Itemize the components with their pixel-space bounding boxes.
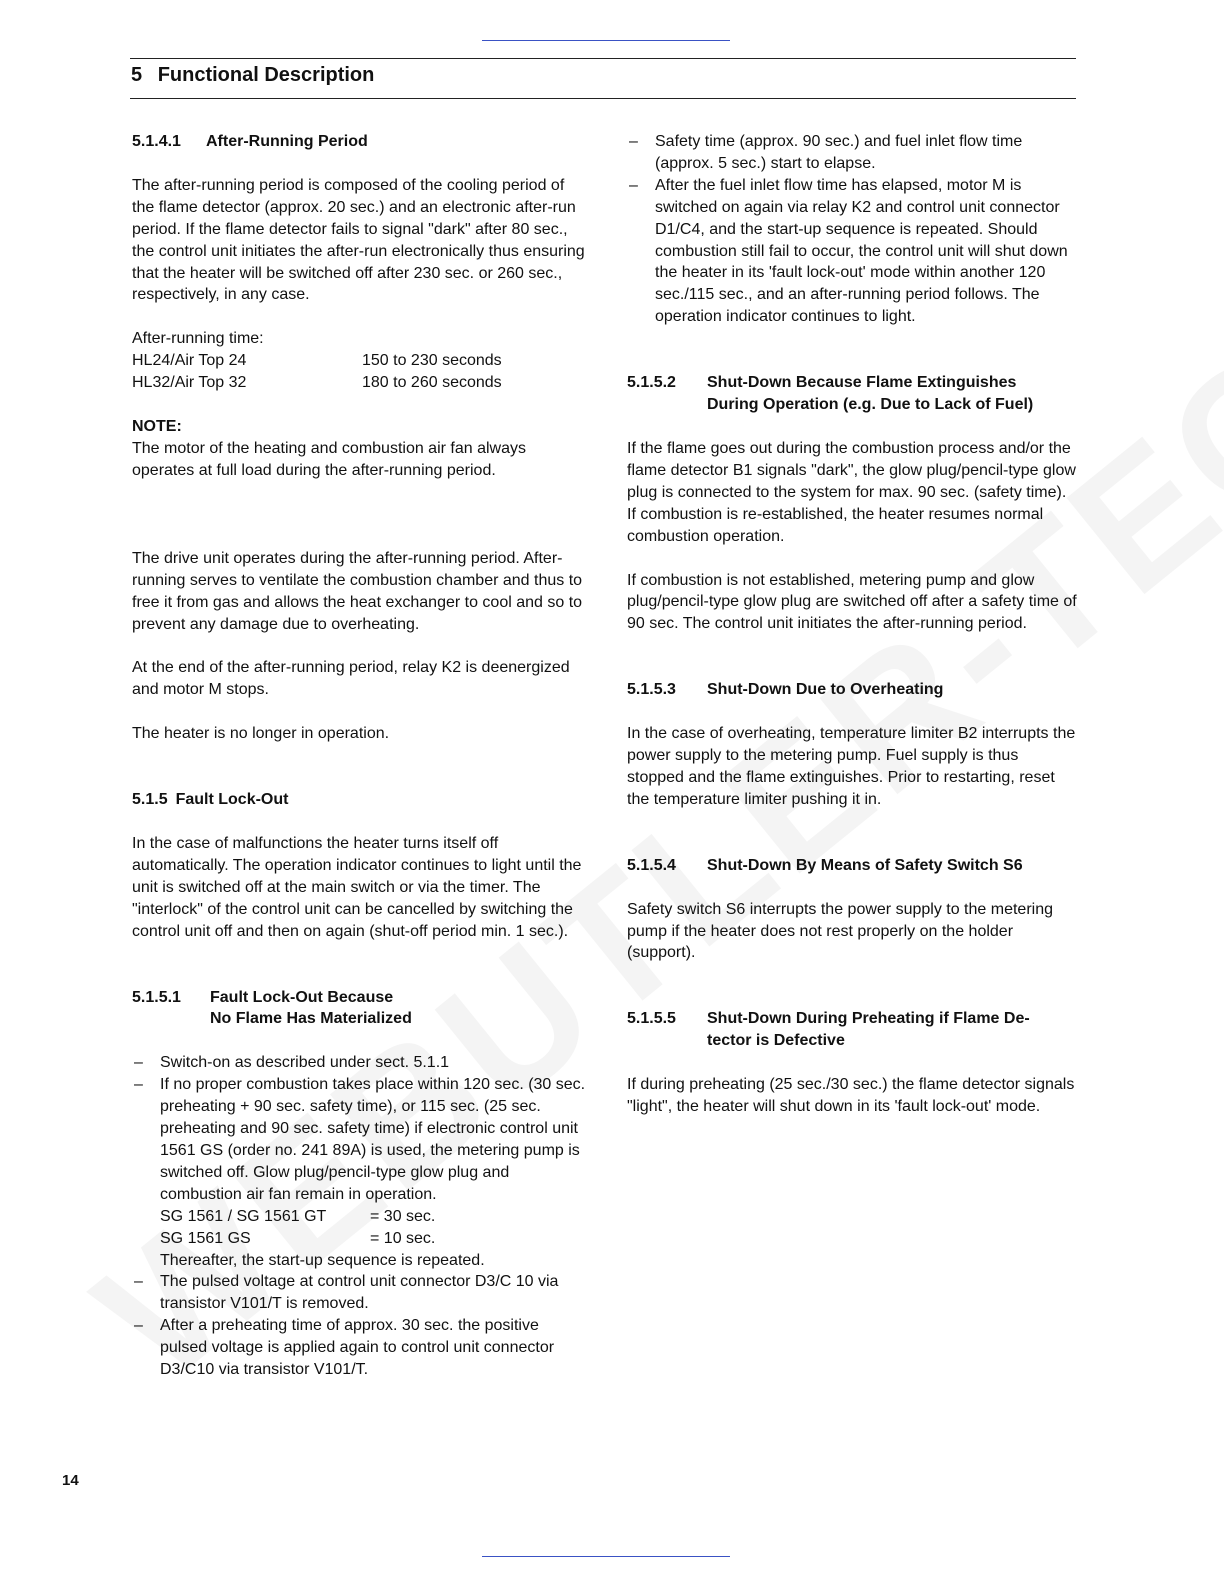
top-blue-rule [482, 40, 730, 41]
section-number: 5.1.5.2 [627, 374, 676, 392]
section-number: 5.1.5.4 [627, 856, 676, 874]
list-item: – Safety time (approx. 90 sec.) and fuel inlet flow time (approx. 5 sec.) start to elapse. [629, 133, 1023, 172]
table-row [132, 372, 590, 394]
paragraph: At the end of the after-running period, relay K2 is deenergized and motor M stops. [132, 659, 570, 699]
paragraph: In the case of overheating, temperature limiter B2 interrupts the power supply to the metering pump. Fuel supply is thus stopped and the flame extinguishes. Prior to restarting, reset the temperature limiter pushing it in. [627, 725, 1076, 808]
header-section-number: 5 [131, 64, 143, 86]
paragraph: If during preheating (25 sec./30 sec.) the flame detector signals "light", the heater will shut down in its 'fault lock-out' mode. [627, 1076, 1075, 1116]
table-label: After-running time: [132, 330, 264, 348]
paragraph: In the case of malfunctions the heater turns itself off automatically. The operation indicator continues to light until the unit is switched off at the main switch or via the timer. The "interlock" of the control unit can be cancelled by switching the control unit off and then on again (shut-off period min. 1 sec.). [132, 835, 582, 940]
section-5153-heading [627, 679, 1079, 701]
table-model: HL32/Air Top 32 [132, 374, 247, 392]
section-title-line2: No Flame Has Materialized [210, 1010, 412, 1028]
section-title: Fault Lock-Out [175, 791, 289, 809]
page-header [131, 64, 374, 87]
paragraph: The heater is no longer in operation. [132, 725, 390, 743]
paragraph: If combustion is not established, metering pump and glow plug/pencil-type glow plug are switched off after a safety time of 90 sec. The control unit initiates the after-running period. [627, 571, 1077, 633]
bullet-list [132, 1052, 590, 1381]
section-number: 5.1.5.3 [627, 681, 676, 699]
right-column [627, 131, 1079, 1118]
section-title: After-Running Period [206, 133, 368, 150]
table-time: 180 to 260 seconds [362, 374, 502, 392]
section-title-line2: During Operation (e.g. Due to Lack of Fuel) [707, 396, 1034, 414]
section-5154-heading [627, 855, 1079, 877]
paragraph: The after-running period is composed of the cooling period of the flame detector (approx. 20 sec.) and an electronic after-run period. If the flame detector fails to signal "dark" after 80 sec., the control unit initiates the after-run electronically thus ensuring that the heater will be switched off after 230 sec. or 260 sec., respectively, in any case. [132, 176, 585, 304]
sg-row: SG 1561 / SG 1561 GT = 30 sec. [160, 1207, 436, 1225]
section-515-heading [132, 789, 590, 811]
table-row [132, 350, 590, 372]
paragraph: The drive unit operates during the after-running period. After-running serves to ventilate the combustion chamber and thus to free it from gas and allows the heat exchanger to cool and so to prevent any damage due to overheating. [132, 549, 583, 633]
section-title-line1: Shut-Down Because Flame Extinguishes [707, 374, 1017, 392]
section-5152-heading [627, 372, 1079, 416]
list-item: – Switch-on as described under sect. 5.1.1 [134, 1054, 450, 1072]
list-item: – If no proper combustion takes place within 120 sec. (30 sec. preheating + 90 sec. safety time), or 115 sec. (25 sec. preheating and 90 sec. safety time) if electronic control unit 1561 GS (order no. 241 89A) is used, the metering pump is switched off. Glow plug/pencil-type glow plug and combustion air fan remain in operation. SG 1561 / SG 1561 GT = 30 sec. SG 1561 GS = 10 sec. Thereafter, the start-up sequence is repeated. [132, 1074, 590, 1271]
note-label: NOTE: [132, 418, 182, 436]
section-number: 5.1.5 [132, 791, 168, 809]
list-item: – After the fuel inlet flow time has elapsed, motor M is switched on again via relay K2 and control unit connector D1/C4, and the start-up sequence is repeated. Should combustion still fail to occur, the control unit will shut down the heater in its 'fault lock-out' mode within another 120 sec./115 sec., and an after-running period follows. The operation indicator continues to light. [629, 176, 1068, 326]
section-number: 5.1.5.1 [132, 988, 181, 1006]
header-rule-top [130, 58, 1076, 59]
section-title-line1: Shut-Down During Preheating if Flame De- [707, 1010, 1030, 1028]
note-text: The motor of the heating and combustion air fan always operates at full load during the after-running period. [132, 439, 526, 479]
list-item: – The pulsed voltage at control unit connector D3/C 10 via transistor V101/T is removed. [134, 1273, 559, 1313]
section-title: Shut-Down By Means of Safety Switch S6 [707, 856, 1023, 874]
header-title: Functional Description [157, 64, 375, 86]
section-5151-heading [132, 987, 590, 1031]
page-number: 14 [62, 1472, 79, 1489]
section-title-line1: Fault Lock-Out Because [210, 988, 394, 1006]
left-column [132, 131, 590, 1381]
section-5141-heading [132, 131, 590, 153]
table-model: HL24/Air Top 24 [132, 352, 247, 370]
bottom-blue-rule [482, 1556, 730, 1557]
section-title: Shut-Down Due to Overheating [707, 681, 944, 699]
section-number: 5.1.5.5 [627, 1010, 676, 1028]
section-5155-heading [627, 1008, 1079, 1052]
header-rule-bottom [130, 98, 1076, 99]
sg-row: SG 1561 GS = 10 sec. [160, 1229, 436, 1247]
list-item-end: Thereafter, the start-up sequence is repeated. [160, 1251, 485, 1269]
table-time: 150 to 230 seconds [362, 352, 502, 370]
list-item: – After a preheating time of approx. 30 sec. the positive pulsed voltage is applied again to control unit connector D3/C10 via transistor V101/T. [134, 1317, 555, 1379]
paragraph: If the flame goes out during the combustion process and/or the flame detector B1 signals "dark", the glow plug/pencil-type glow plug is connected to the system for max. 90 sec. (safety time). If combustion is re-established, the heater resumes normal combustion operation. [627, 439, 1076, 545]
bullet-list-continued [627, 131, 1079, 328]
paragraph: Safety switch S6 interrupts the power supply to the metering pump if the heater does not rest properly on the holder (support). [627, 900, 1053, 962]
section-number: 5.1.4.1 [132, 133, 181, 150]
section-title-line2: tector is Defective [707, 1032, 845, 1050]
